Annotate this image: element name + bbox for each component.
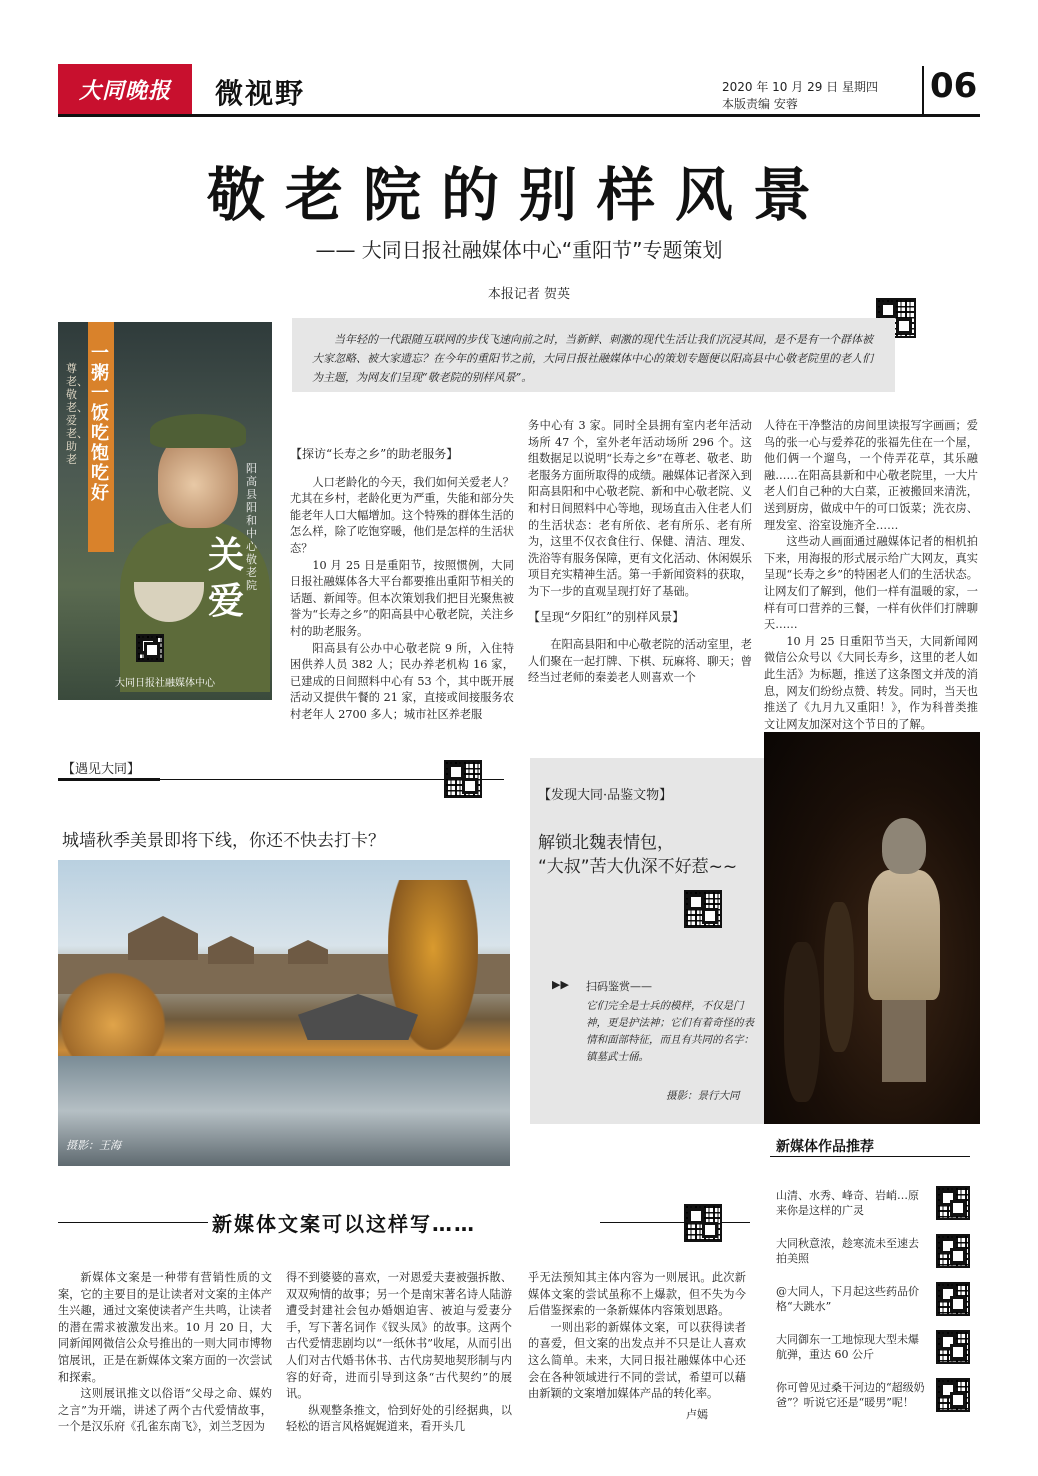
section-name: 微视野: [215, 77, 306, 110]
paragraph: 在阳高县阳和中心敬老院的活动室里，老人们聚在一起打牌、下棋、玩麻将、聊天；曾经当过老师的秦姜老人则喜欢一个: [528, 638, 752, 685]
recommend-qr-icon[interactable]: [936, 1282, 970, 1316]
recommend-title: 新媒体作品推荐: [776, 1139, 874, 1155]
recommend-qr-icon[interactable]: [936, 1186, 970, 1220]
poster-big-text: 关爱: [208, 534, 245, 622]
recommend-item[interactable]: @大同人，下月起这些药品价格“大跳水”: [776, 1285, 919, 1313]
city-wall-photo: [58, 860, 510, 1166]
editor-line: 本版责编 安蓉: [722, 97, 798, 111]
artifact-qr-icon[interactable]: [684, 890, 722, 928]
paragraph: 一则出彩的新媒体文案，可以获得读者的喜爱，但文案的出发点并不只是让人喜欢这么简单。未来，大同日报社融媒体中心还会在各种领域进行不同的尝试，希望可以藉由新颖的文案增加媒体产品的转化率。: [528, 1320, 746, 1401]
article-column-3: [764, 418, 978, 733]
photo-credit: 摄影：王海: [66, 1139, 121, 1152]
figurine-legs: [882, 996, 926, 1082]
paragraph: 10 月 25 日是重阳节，按照惯例，大同日报社融媒体各大平台都要推出重阳节相关的话题、新闻等。但本次策划我们把目光聚焦被誉为“长寿之乡”的阳高县中心敬老院，关注乡村的助老服务。: [290, 558, 515, 638]
artifact-title-line: 解锁北魏表情包，: [538, 833, 674, 853]
artifact-box: [530, 758, 766, 1124]
paragraph: 这些动人画面通过融媒体记者的相机拍下来，用海报的形式展示给广大网友，真实呈现“长寿之乡”的特困老人们的生活状态。让网友们了解到，他们一样有温暖的家，一样有可口营养的三餐，一样有伙伴们打牌聊天……: [764, 535, 978, 632]
meet-datong-label: 【遇见大同】: [62, 762, 141, 777]
scan-heading: 扫码鉴赏——: [586, 980, 652, 993]
meet-datong-title: 城墙秋季美景即将下线，你还不快去打卡？: [62, 831, 385, 851]
paragraph: 纵观整条推文，恰到好处的引经据典，以轻松的语言风格娓娓道来，看开头几: [286, 1403, 512, 1434]
recommend-item[interactable]: 大同秋意浓，趁寒流未至速去拍美照: [776, 1237, 919, 1265]
byline: 本报记者 贺英: [487, 287, 571, 302]
recommend-qr-icon[interactable]: [936, 1330, 970, 1364]
poster-tags: 尊老、敬老、爱老、助老: [66, 362, 88, 466]
gate-tower-shape: [288, 940, 328, 964]
title-rule: [58, 1222, 208, 1223]
poster-qr-icon[interactable]: [136, 634, 164, 662]
paragraph: 人待在干净整洁的房间里读报写字画画；爱鸟的张一心与爱养花的张福先住在一个屋，他们俩一个遛鸟，一个侍弄花草，其乐融融……在阳高县新和中心敬老院里，一大片老人们自己种的大白菜，正被搬回来清洗，送到厨房，做成中午的可口饭菜；洗衣房、理发室、浴室设施齐全……: [764, 419, 978, 532]
intro-box: 当年轻的一代跟随互联网的步伐飞速向前之时，当新鲜、刺激的现代生活让我们沉浸其间，是不是有一个群体被大家忽略、被大家遗忘？在今年的重阳节之前，大同日报社融媒体中心的策划专题便以阳高县中心敬老院里的老人们为主题，为网友们呈现“敬老院的别样风景”。: [292, 318, 895, 392]
article-column-2: [528, 418, 752, 687]
gate-tower-shape: [208, 936, 254, 964]
poster-place: 阳高县阳和中心敬老院: [246, 462, 257, 592]
artifact-photo-credit: 摄影：景行大同: [666, 1090, 740, 1102]
scan-description: 它们完全是士兵的模样，不仅是门神，更是护法神；它们有着奇怪的表情和面部特征，而且有共同的名字：镇墓武士俑。: [586, 1000, 754, 1063]
gate-tower-shape: [128, 916, 198, 960]
paragraph: 得不到婆婆的喜欢，一对恩爱夫妻被强拆散、双双殉情的故事；另一个是南宋著名诗人陆游遭受封建社会包办婚姻迫害、被迫与爱妻分手，写下著名词作《钗头凤》的故事。这两个古代爱情悲剧均以“一纸休书”收尾，从而引出人们对古代婚书休书、古代房契地契形制与内容的好奇，进而引导到这条“古代契约”的展讯。: [286, 1271, 512, 1401]
poster-slogan: 一粥一饭吃饱吃好: [91, 343, 109, 504]
date-line: 2020 年 10 月 29 日 星期四: [722, 80, 878, 94]
copywriting-column-2: [286, 1270, 512, 1436]
figurine-silhouette: [784, 942, 820, 1102]
copywriting-column-1: [58, 1270, 272, 1436]
column-subheading: 【呈现“夕阳红”的别样风景】: [528, 609, 685, 624]
paragraph: 这则展讯推文以俗语“父母之命、媒妁之言”为开端，讲述了两个古代爱情故事，一个是汉乐府《孔雀东南飞》，刘兰芝因为: [58, 1387, 272, 1434]
paragraph: 阳高县有公办中心敬老院 9 所，入住特困供养人员 382 人；民办养老机构 16 家，已建成的日间照料中心有 53 个，其中既开展活动又提供午餐的 21 家，直接或间接服务农村老年人 2700 多人；城市社区养老服: [290, 641, 514, 721]
recommend-item[interactable]: 你可曾见过桑干河边的“超级奶爸”？听说它还是“暖男”呢！: [776, 1381, 925, 1409]
title-rule: [600, 1222, 750, 1223]
paragraph: 乎无法预知其主体内容为一则展讯。此次新媒体文案的尝试虽称不上爆款，但不失为今后借鉴探索的一条新媒体内容策划思路。: [528, 1271, 746, 1318]
paragraph: 人口老龄化的今天，我们如何关爱老人？尤其在乡村，老龄化更为严重，失能和部分失能老年人口大幅增加。这个特殊的群体生活的怎么样，除了吃饱穿暖，他们是怎样的生活状态？: [290, 475, 514, 555]
masthead-rule: [58, 114, 980, 117]
main-headline: 敬老院的别样风景: [206, 161, 831, 229]
recommend-qr-icon[interactable]: [936, 1378, 970, 1412]
elder-cap-shape: [150, 414, 246, 448]
section-rule: [58, 778, 160, 781]
copywriting-qr-icon[interactable]: [684, 1204, 722, 1242]
artifact-label: 【发现大同·品鉴文物】: [538, 788, 673, 803]
article-column-1: [290, 438, 514, 724]
copywriting-column-3: [528, 1270, 746, 1403]
page-divider: [922, 66, 924, 114]
figurine-silhouette: [824, 902, 854, 1052]
paragraph: 10 月 25 日重阳节当天，大同新闻网微信公众号以《大同长寿乡，这里的老人如此生活》为标题，推送了这条图文并茂的消息，网友们纷纷点赞、转发。同时，当天也推送了《九月九又重阳！》，作为科普类推文让网友加深对这个节日的了解。: [764, 634, 978, 731]
figurine-head: [882, 818, 926, 874]
recommend-qr-icon[interactable]: [936, 1234, 970, 1268]
newspaper-logo: 大同晚报: [58, 64, 192, 114]
author-name: 卢嫣: [686, 1408, 708, 1421]
figurine-body: [868, 870, 940, 1000]
paragraph: 新媒体文案是一种带有营销性质的文案，它的主要目的是让读者对文案的主体产生兴趣，通过文案使读者产生共鸣，让读者的潜在需求被激发出来。10 月 20 日，大同新闻网微信公众号推出的一则大同市博物馆展讯，正是在新媒体文案方面的一次尝试和探索。: [58, 1271, 272, 1384]
page-number: 06: [930, 66, 978, 106]
double-arrow-icon: ▶▶: [552, 978, 569, 991]
recommend-item[interactable]: 大同御东一工地惊现大型未爆航弹，重达 60 公斤: [776, 1333, 919, 1361]
copywriting-title: 新媒体文案可以这样写……: [212, 1212, 476, 1236]
poster-image: [58, 322, 272, 700]
paragraph: 务中心有 3 家。同时全县拥有室内老年活动场所 47 个，室外老年活动场所 296 个。这组数据足以说明“长寿之乡”在尊老、敬老、助老服务方面所取得的成绩。融媒体记者深入到阳高县阳和中心敬老院、新和中心敬老院、义和村日间照料中心等地，现场直击入住老人们的生活状态：老有所依、老有所乐、老有所为，这里不仅衣食住行、保健、清洁、理发、洗浴等有服务保障，更有文化活动、休闲娱乐项目充实精神生活。第一手新闻资料的获取，为下一步的直观呈现打好了基础。: [528, 419, 753, 598]
recommend-item[interactable]: 山清、水秀、峰奇、岩峭…原来你是这样的广灵: [776, 1189, 919, 1217]
column-subheading: 【探访“长寿之乡”的助老服务】: [290, 447, 459, 461]
moat-water-shape: [58, 1056, 510, 1166]
poster-credit: 大同日报社融媒体中心: [115, 678, 215, 689]
artifact-title-line: “大叔”苦大仇深不好惹~~: [538, 857, 738, 877]
meet-datong-qr-icon[interactable]: [444, 760, 482, 798]
warrior-figurine-photo: [764, 732, 980, 1124]
recommend-rule: [770, 1156, 970, 1157]
subheadline: —— 大同日报社融媒体中心“重阳节”专题策划: [315, 238, 723, 262]
